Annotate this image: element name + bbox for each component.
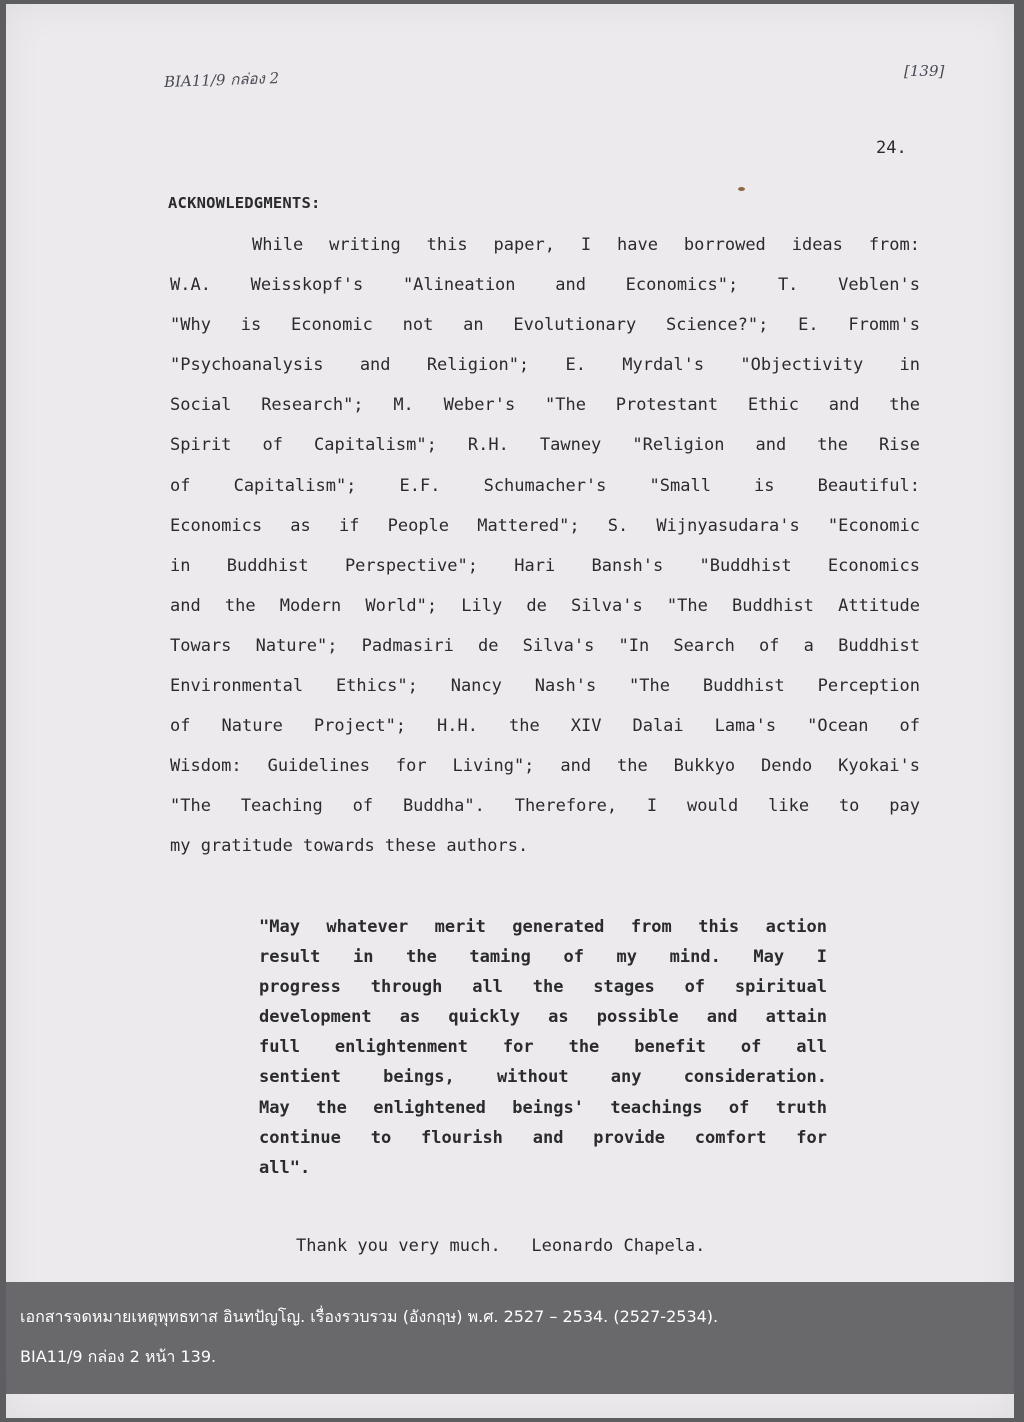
caption-reference: BIA11/9 กล่อง 2 หน้า 139. — [20, 1347, 217, 1366]
quote-line: "May whatever merit generated from this action — [259, 917, 827, 937]
body-line: "Psychoanalysis and Religion"; E. Myrdal's "Objectivity in — [170, 355, 920, 376]
paper-stain-mark — [738, 187, 745, 191]
dedication-quote — [259, 912, 827, 1183]
body-line: Spirit of Capitalism"; R.H. Tawney "Religion and the Rise — [170, 435, 920, 456]
body-line: Environmental Ethics"; Nancy Nash's "The Buddhist Perception — [170, 676, 920, 697]
quote-line: sentient beings, without any consideration. — [259, 1067, 827, 1088]
caption-overlay — [0, 1282, 1024, 1394]
body-line: and the Modern World"; Lily de Silva's "The Buddhist Attitude — [170, 595, 920, 616]
body-line: in Buddhist Perspective"; Hari Bansh's "Buddhist Economics — [170, 555, 920, 576]
body-line: While writing this paper, I have borrowed ideas from: — [252, 235, 920, 255]
body-line: Economics as if People Mattered"; S. Wijnyasudara's "Economic — [170, 515, 920, 536]
quote-line: continue to flourish and provide comfort for — [259, 1127, 827, 1148]
body-line: "The Teaching of Buddha". Therefore, I would like to pay — [170, 796, 920, 817]
quote-line: full enlightenment for the benefit of all — [259, 1037, 827, 1058]
body-line: of Capitalism"; E.F. Schumacher's "Small is Beautiful: — [170, 475, 920, 496]
body-line: "Why is Economic not an Evolutionary Science?"; E. Fromm's — [170, 315, 920, 336]
quote-line: May the enlightened beings' teachings of truth — [259, 1097, 827, 1118]
caption-title: เอกสารจดหมายเหตุพุทธทาส อินทปัญโญ. เรื่องรวบรวม (อังกฤษ) พ.ศ. 2527 – 2534. (2527-2534). — [20, 1307, 719, 1326]
handwritten-archive-code: BIA11/9 กล่อง 2 — [163, 68, 280, 92]
handwritten-page-number: [139] — [904, 62, 945, 80]
quote-line: development as quickly as possible and attain — [259, 1007, 827, 1028]
acknowledgments-body — [170, 225, 920, 867]
quote-line: result in the taming of my mind. May I — [259, 947, 827, 968]
body-line: W.A. Weisskopf's "Alineation and Economics"; T. Veblen's — [170, 275, 920, 296]
closing-signature: Thank you very much. Leonardo Chapela. — [296, 1236, 706, 1256]
body-line: of Nature Project"; H.H. the XIV Dalai Lama's "Ocean of — [170, 716, 920, 737]
quote-line: progress through all the stages of spiritual — [259, 977, 827, 998]
body-line: Social Research"; M. Weber's "The Protestant Ethic and the — [170, 395, 920, 416]
body-line: Towars Nature"; Padmasiri de Silva's "In Search of a Buddhist — [170, 635, 920, 656]
scanned-page — [6, 4, 1014, 1418]
page-number: 24. — [876, 138, 907, 158]
body-line: Wisdom: Guidelines for Living"; and the Bukkyo Dendo Kyokai's — [170, 756, 920, 777]
section-heading: ACKNOWLEDGMENTS: — [168, 194, 321, 212]
quote-line: all". — [259, 1157, 311, 1178]
body-line: my gratitude towards these authors. — [170, 836, 529, 857]
